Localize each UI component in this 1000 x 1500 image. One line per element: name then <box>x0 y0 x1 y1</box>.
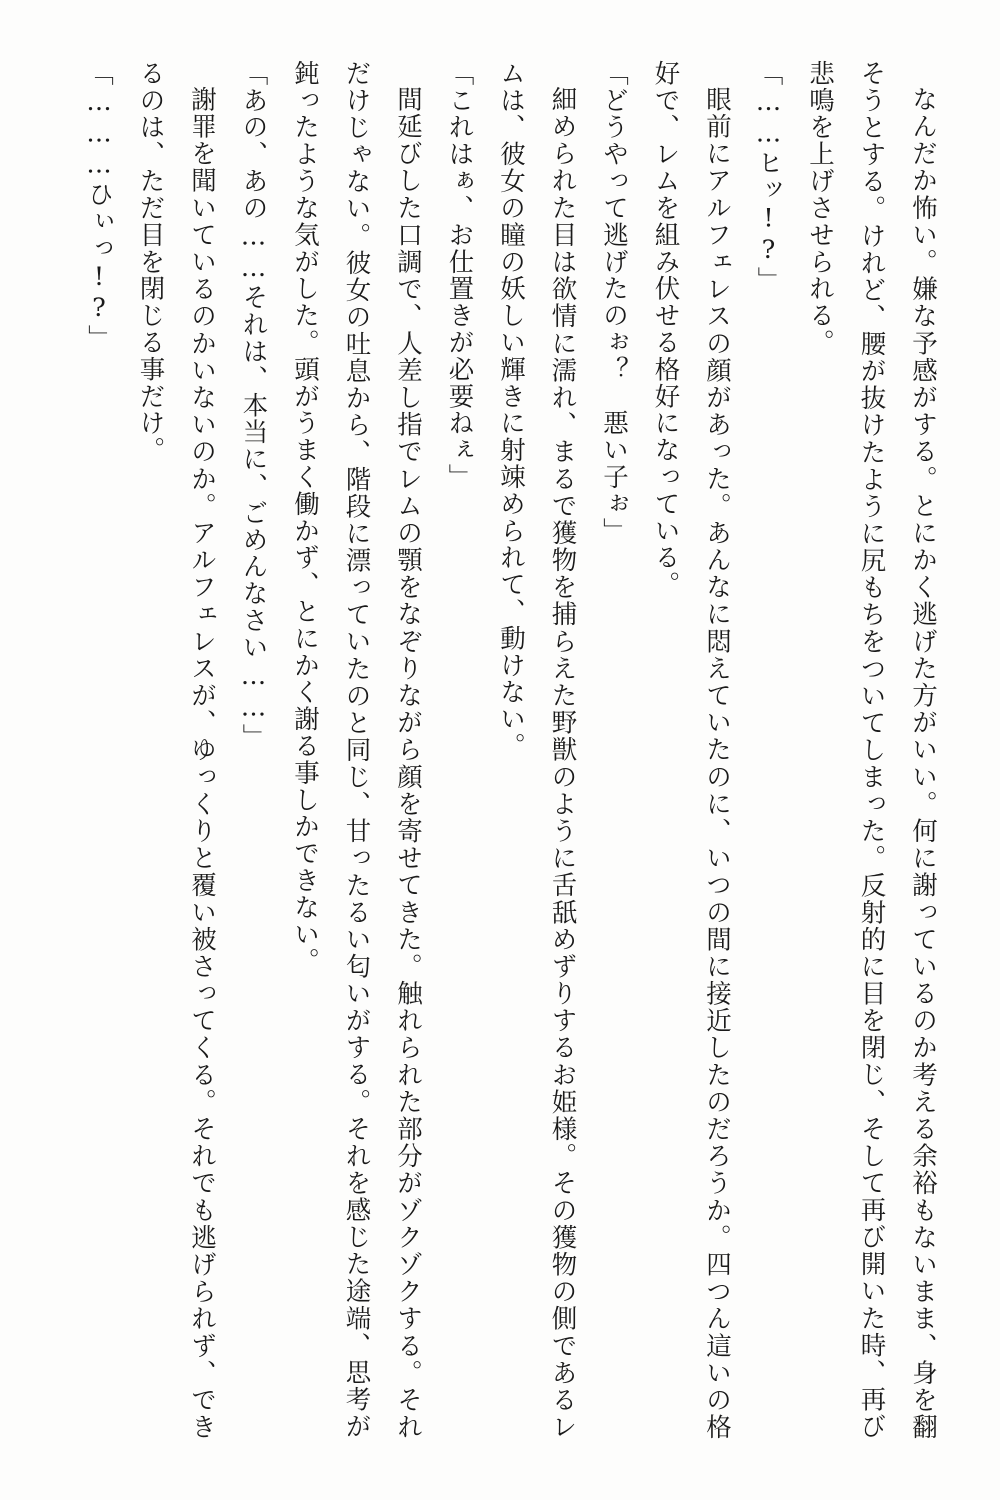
paragraph: 細められた目は欲情に濡れ、まるで獲物を捕らえた野獣のように舌舐めずりするお姫様。その獲物の側であるレムは、彼女の瞳の妖しい輝きに射竦められて、動けない。 <box>496 60 578 1440</box>
paragraph-dialogue: 「………ひぃっ!?」 <box>84 60 114 352</box>
paragraph-dialogue: 「あの、あの……それは、本当に、ごめんなさい……」 <box>238 60 269 751</box>
paragraph: 間延びした口調で、人差し指でレムの顎をなぞりながら顔を寄せてきた。触れられた部分がゾクゾクする。それだけじゃない。彼女の吐息から、階段に漂っていたのと同じ、甘ったるい匂いがする。それを感じた途端、思考が鈍ったような気がした。頭がうまく働かず、とにかく謝る事しかできない。 <box>290 60 423 1440</box>
paragraph-dialogue: 「これはぁ、お仕置きが必要ねぇ」 <box>444 60 475 491</box>
paragraph: 謝罪を聞いているのかいないのか。アルフェレスが、ゆっくりと覆い被さってくる。それでも逃げられず、できるのは、ただ目を閉じる事だけ。 <box>135 60 217 1440</box>
paragraph: なんだか怖い。嫌な予感がする。とにかく逃げた方がいい。何に謝っているのか考える余裕もないまま、身を翻そうとする。けれど、腰が抜けたように尻もちをついてしまった。反射的に目を閉じ、そして再び開いた時、再び悲鳴を上げさせられる。 <box>805 60 938 1440</box>
paragraph-dialogue: 「……ヒッ!?」 <box>753 60 784 294</box>
vertical-text-body <box>52 60 948 1440</box>
paragraph-dialogue: 「どうやって逃げたのぉ？ 悪い子ぉ」 <box>599 60 629 545</box>
paragraph: 眼前にアルフェレスの顔があった。あんなに悶えていたのに、いつの間に接近したのだろうか。四つん這いの格好で、レムを組み伏せる格好になっている。 <box>650 60 732 1440</box>
